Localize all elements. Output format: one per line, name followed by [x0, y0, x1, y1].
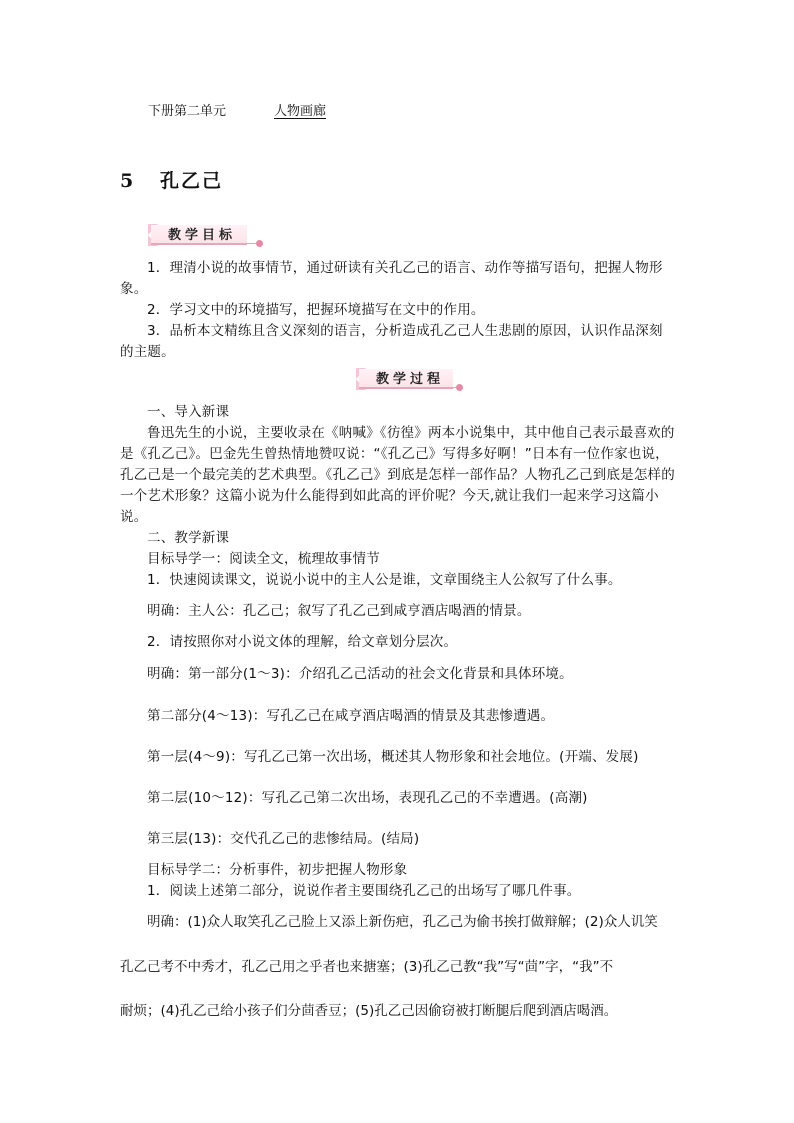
goal-item-3: 3．品析本文精练且含义深刻的语言，分析造成孔乙己人生悲剧的原因，认识作品深刻的主题。 — [120, 323, 663, 360]
answer-3-line-1: 明确：(1)众人取笑孔乙己脸上又添上新伤疤，孔乙己为偷书挨打做辩解；(2)众人讥笑 — [147, 914, 658, 930]
header-topic: 人物画廊 — [274, 104, 327, 119]
lesson-name: 孔乙己 — [160, 170, 224, 192]
goal-item-2: 2．学习文中的环境描写，把握环境描写在文中的作用。 — [147, 302, 485, 318]
answer-3-line-2: 孔乙己考不中秀才，孔乙己用之乎者也来搪塞；(3)孔乙己教“我”写“茴”字，“我”不 — [120, 959, 614, 975]
process-banner-label: 教学过程 — [376, 372, 445, 387]
goals-banner-label: 教学目标 — [168, 228, 237, 243]
layer-1-line: 第一层(4～9)：写孔乙己第一次出场，概述其人物形象和社会地位。(开端、发展) — [147, 749, 639, 765]
section1-heading: 一、导入新课 — [147, 404, 230, 420]
section1-body: 鲁迅先生的小说，主要收录在《呐喊》《彷徨》两本小说集中，其中他自己表示最喜欢的是《孔乙己》。巴金先生曾热情地赞叹说：“《孔乙己》写得多好啊！”日本有一位作家也说，孔乙己是一个最完美的艺术典型。《孔乙己》到底是怎样一部作品？人物孔乙己到底是怎样的一个艺术形象？这篇小说为什么能得到如此高的评价呢？今天,就让我们一起来学习这篇小说。 — [120, 425, 675, 525]
lesson-title — [120, 166, 223, 193]
question-1: 1．快速阅读课文，说说小说中的主人公是谁，文章围绕主人公叙写了什么事。 — [147, 572, 622, 588]
answer-1: 明确：主人公：孔乙己；叙写了孔乙己到咸亨酒店喝酒的情景。 — [147, 603, 531, 619]
layer-3-line: 第三层(13)：交代孔乙己的悲惨结局。(结局) — [147, 831, 420, 847]
target1-heading: 目标导学一：阅读全文，梳理故事情节 — [147, 551, 380, 567]
part-2-line: 第二部分(4～13)：写孔乙己在咸亨酒店喝酒的情景及其悲惨遭遇。 — [147, 708, 555, 724]
section2-heading: 二、教学新课 — [147, 530, 230, 546]
question-2: 2．请按照你对小说文体的理解，给文章划分层次。 — [147, 634, 458, 650]
banner-dot-icon — [256, 240, 263, 247]
target2-heading: 目标导学二：分析事件，初步把握人物形象 — [147, 862, 408, 878]
process-banner — [356, 368, 464, 390]
goals-banner — [148, 224, 266, 246]
layer-2-line: 第二层(10～12)：写孔乙己第二次出场，表现孔乙己的不幸遭遇。(高潮) — [147, 790, 588, 806]
banner-dot-icon — [456, 384, 463, 391]
header-unit: 下册第二单元 — [148, 104, 227, 119]
question-3: 1．阅读上述第二部分，说说作者主要围绕孔乙己的出场写了哪几件事。 — [147, 883, 581, 899]
lesson-number: 5 — [120, 170, 136, 192]
goal-item-1: 1．理清小说的故事情节，通过研读有关孔乙己的语言、动作等描写语句，把握人物形象。 — [120, 260, 663, 297]
answer-2: 明确：第一部分(1～3)：介绍孔乙己活动的社会文化背景和具体环境。 — [147, 666, 573, 682]
answer-3-line-3: 耐烦；(4)孔乙己给小孩子们分茴香豆；(5)孔乙己因偷窃被打断腿后爬到酒店喝酒。 — [120, 1003, 618, 1019]
